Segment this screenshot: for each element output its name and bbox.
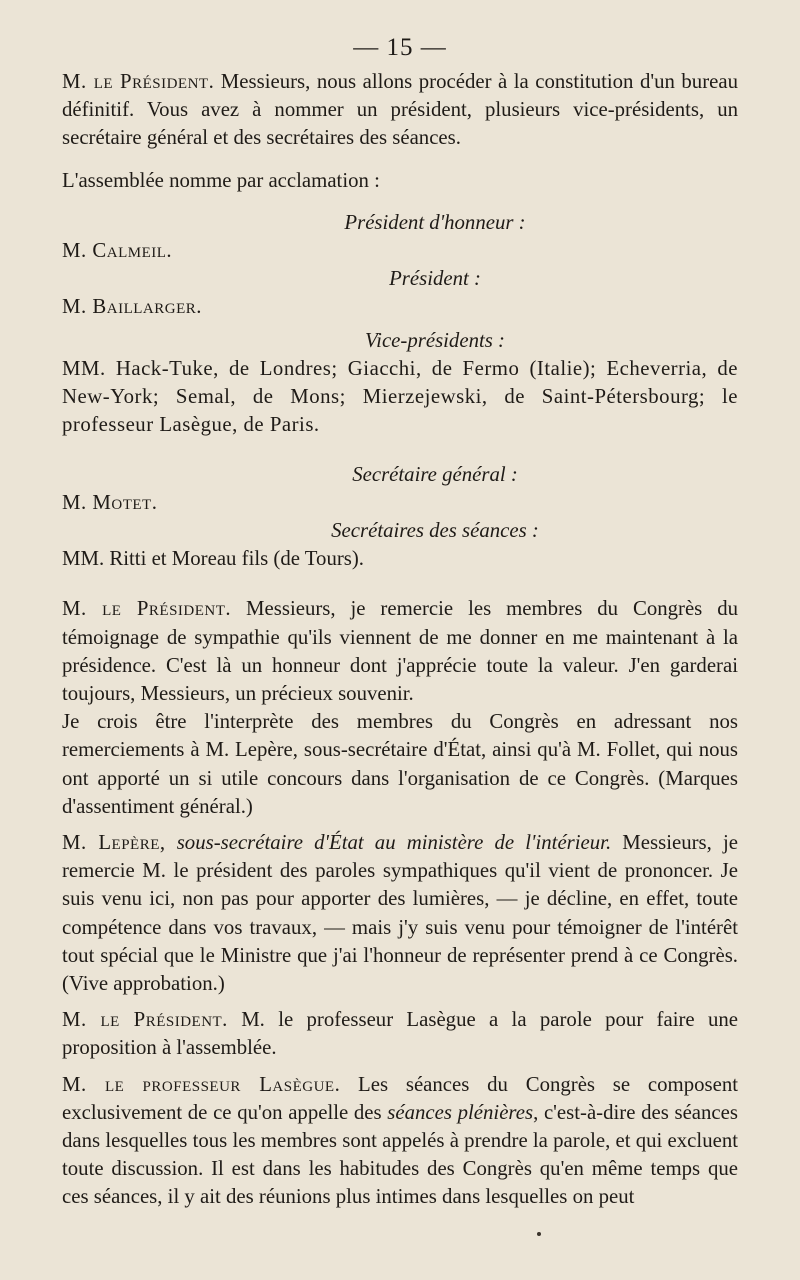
- name-general-secretary: M. Motet.: [62, 491, 158, 515]
- paragraph-text: , c'est-à-dire des séances dans lesquelles tous les membres sont appelés à prendre la parole, et qui excluent toute discussion. Il est dans les habitudes des Congrès qu'en même temps que ces séances, il y ait des réunions plus intimes dans lesquelles on peut: [62, 1100, 738, 1209]
- speaker-role: sous-secrétaire d'État au ministère de l'intérieur.: [165, 831, 612, 855]
- heading-honor-president: Président d'honneur :: [344, 210, 526, 234]
- paragraph-lasegue: [62, 1071, 738, 1212]
- paragraph-text: M. le professeur Lasègue a la parole pour faire une proposition à l'assemblée.: [62, 1008, 738, 1060]
- list-vice-presidents: MM. Hack-Tuke, de Londres; Giacchi, de Fermo (Italie); Echeverria, de New-York; Semal, de Mons; Mierzejewski, de Saint-Pétersbourg; le professeur Lasègue, de Paris.: [62, 356, 738, 437]
- paragraph-lepere: [62, 829, 738, 998]
- paragraph-president-opening: [62, 68, 738, 153]
- name-honor-president: M. Calmeil.: [62, 238, 173, 262]
- paragraph-acclamation: L'assemblée nomme par acclamation :: [62, 168, 380, 192]
- speaker-name: M. Lepère,: [62, 831, 166, 855]
- emphasis-text: séances plénières: [387, 1100, 534, 1124]
- ink-speck: [537, 1232, 541, 1236]
- heading-president: Président :: [389, 266, 481, 290]
- heading-session-secretaries: Secrétaires des séances :: [331, 519, 539, 543]
- name-president: M. Baillarger.: [62, 294, 202, 318]
- paragraph-text: Messieurs, je remercie M. le président des paroles sympathiques qu'il vient de prononcer. Je suis venu ici, non pas pour apporter des lumières, — je décline, en effet, toute compétence dans vos travaux, — mais j'y suis venu pour témoigner de l'intérêt tout spécial que le Ministre que j'ai l'honneur de représenter prend à ce Congrès. (Vive approbation.): [62, 831, 738, 996]
- heading-vice-presidents: Vice-présidents :: [365, 328, 505, 352]
- heading-general-secretary: Secrétaire général :: [352, 463, 518, 487]
- paragraph-interpreter: Je crois être l'interprète des membres du Congrès en adressant nos remerciements à M. Lepère, sous-secrétaire d'État, ainsi qu'à M. Follet, qui nous ont apporté un si utile concours dans l'organisation de ce Congrès. (Marques d'assentiment général.): [62, 710, 738, 818]
- paragraph-president-lasegue: [62, 1006, 738, 1062]
- speaker-name: M. le Président.: [62, 1008, 228, 1032]
- speaker-name: M. le Président.: [62, 597, 232, 621]
- paragraph-text: Messieurs, je remercie les membres du Congrès du témoignage de sympathie qu'ils viennent de me donner en me maintenant à la présidence. C'est là un honneur dont j'apprécie toute la valeur. J'en garderai toujours, Messieurs, un précieux souvenir.: [62, 597, 738, 706]
- paragraph-text: Messieurs, nous allons procéder à la constitution d'un bureau définitif. Vous avez à nommer un président, plusieurs vice-présidents, un secrétaire général et des secrétaires des séances.: [62, 70, 738, 150]
- paragraph-president-thanks: [62, 595, 738, 708]
- list-session-secretaries: MM. Ritti et Moreau fils (de Tours).: [62, 547, 364, 571]
- speaker-name: M. le professeur Lasègue.: [62, 1072, 341, 1096]
- speaker-name: M. le Président.: [62, 70, 215, 93]
- page-number: — 15 —: [353, 34, 447, 61]
- paragraph-text: Les séances du Congrès se composent exclusivement de ce qu'on appelle des: [62, 1072, 738, 1124]
